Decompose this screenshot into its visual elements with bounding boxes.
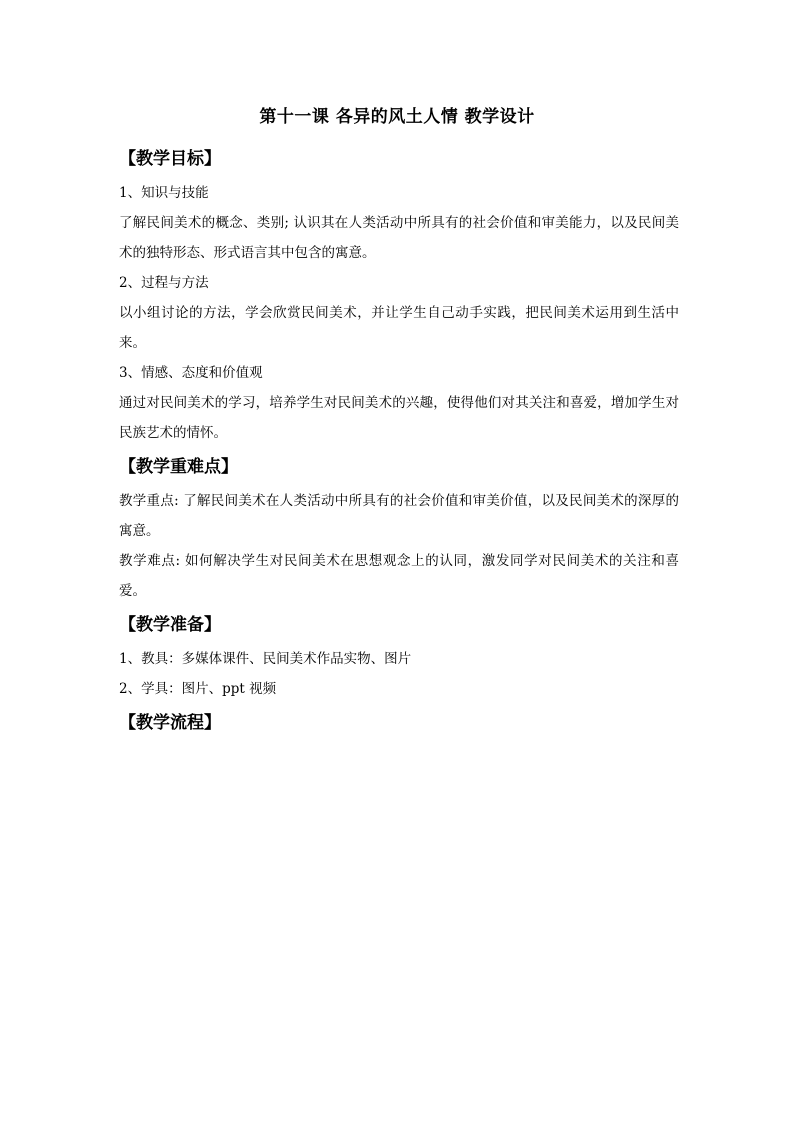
section-heading-process: 【教学流程】 xyxy=(119,713,221,733)
section-heading-preparation: 【教学准备】 xyxy=(119,615,221,635)
goal-1-label: 1、知识与技能 xyxy=(119,185,209,201)
key-difficulty-text: 教学难点: 如何解决学生对民间美术在思想观念上的认同，激发同学对民间美术的关注和喜爱。 xyxy=(119,553,679,599)
preparation-item-1: 1、教具：多媒体课件、民间美术作品实物、图片 xyxy=(119,651,412,667)
goal-1-text: 了解民间美术的概念、类别; 认识其在人类活动中所具有的社会价值和审美能力，以及民间美术的独特形态、形式语言其中包含的寓意。 xyxy=(119,215,679,261)
section-heading-goals: 【教学目标】 xyxy=(119,149,221,169)
goal-2-label: 2、过程与方法 xyxy=(119,275,209,291)
key-focus-text: 教学重点: 了解民间美术在人类活动中所具有的社会价值和审美价值，以及民间美术的深厚的寓意。 xyxy=(119,493,679,539)
goal-2-text: 以小组讨论的方法，学会欣赏民间美术，并让学生自己动手实践，把民间美术运用到生活中来。 xyxy=(119,305,679,351)
document-body xyxy=(119,144,679,738)
goal-3-text: 通过对民间美术的学习，培养学生对民间美术的兴趣，使得他们对其关注和喜爱，增加学生对民族艺术的情怀。 xyxy=(119,395,679,441)
goal-3-label: 3、情感、态度和价值观 xyxy=(119,365,263,381)
document-title: 第十一课 各异的风土人情 教学设计 xyxy=(259,107,535,127)
preparation-item-2: 2、学具：图片、ppt 视频 xyxy=(119,681,277,697)
section-heading-key-points: 【教学重难点】 xyxy=(119,457,238,477)
